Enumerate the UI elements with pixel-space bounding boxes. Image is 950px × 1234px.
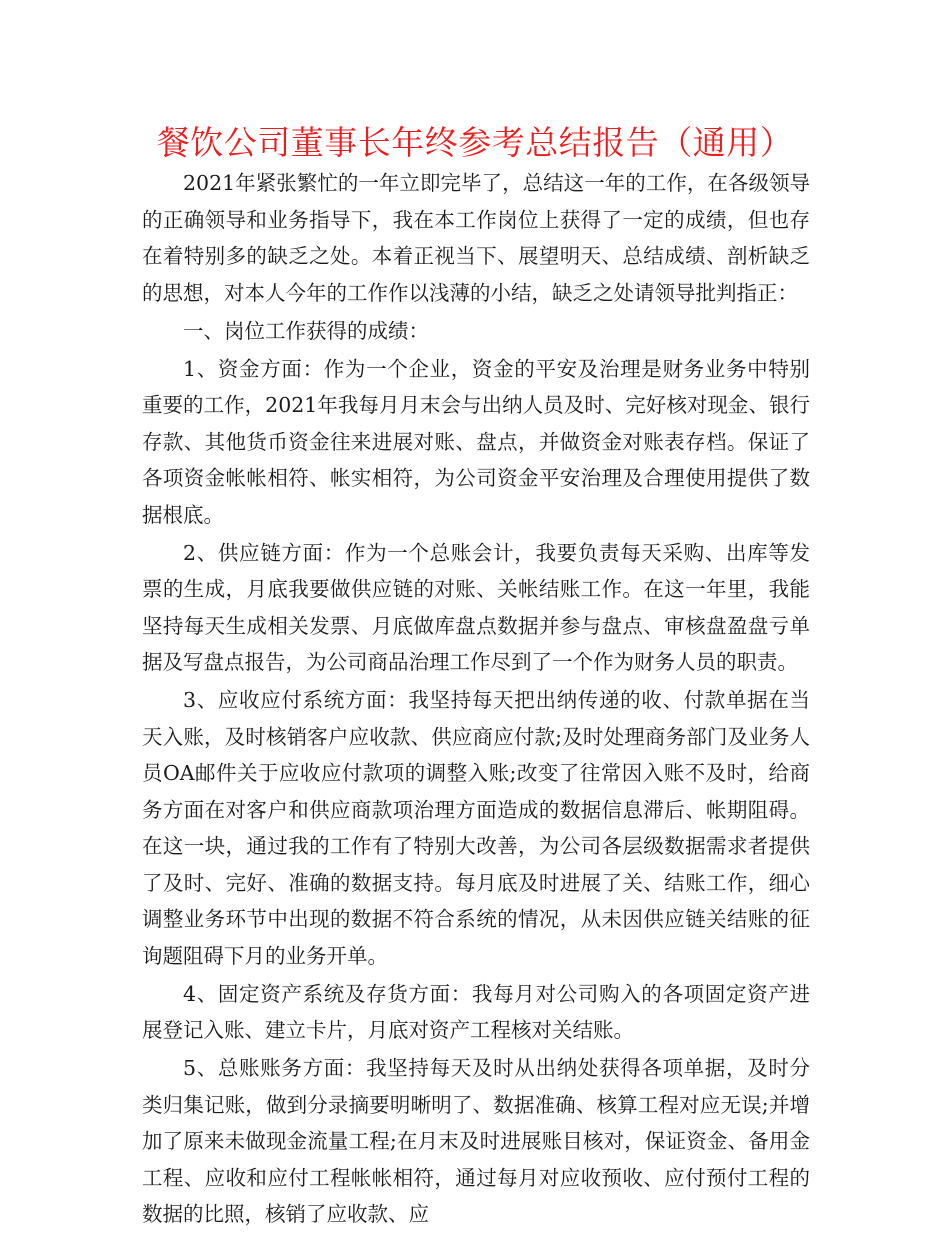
paragraph-funds: 1、资金方面：作为一个企业，资金的平安及治理是财务业务中特别重要的工作，2021年我每月月末会与出纳人员及时、完好核对现金、银行存款、其他货币资金往来进展对账、盘点，并做资金对账表存档。保证了各项资金帐帐相符、帐实相符，为公司资金平安治理及合理使用提供了数据根底。 <box>142 356 810 527</box>
paragraph-receivables-payables: 3、应收应付系统方面：我坚持每天把出纳传递的收、付款单据在当天入账，及时核销客户应收款、供应商应付款;及时处理商务部门及业务人员OA邮件关于应收应付款项的调整入账;改变了往常因入账不及时，给商务方面在对客户和供应商款项治理方面造成的数据信息滞后、帐期阻碍。在这一块，通过我的工作有了特别大改善，为公司各层级数据需求者提供了及时、完好、准确的数据支持。每月底及时进展了关、结账工作，细心调整业务环节中出现的数据不符合系统的情况，从未因供应链关结账的征询题阻碍下月的业务开单。 <box>142 688 810 968</box>
paragraph-fixed-assets: 4、固定资产系统及存货方面：我每月对公司购入的各项固定资产进展登记入账、建立卡片，月底对资产工程核对关结账。 <box>142 981 810 1042</box>
paragraph-general-ledger: 5、总账账务方面：我坚持每天及时从出纳处获得各项单据，及时分类归集记账，做到分录摘要明晰明了、数据准确、核算工程对应无误;并增加了原来未做现金流量工程;在月末及时进展账目核对，保证资金、备用金工程、应收和应付工程帐帐相符，通过每月对应收预收、应付预付工程的数据的比照，核销了应收款、应 <box>142 1056 810 1226</box>
paragraph-section-heading: 一、岗位工作获得的成绩： <box>183 318 429 343</box>
document-title: 餐饮公司董事长年终参考总结报告（通用） <box>156 123 794 162</box>
paragraph-supply-chain: 2、供应链方面：作为一个总账会计，我要负责每天采购、出库等发票的生成，月底我要做供应链的对账、关帐结账工作。在这一年里，我能坚持每天生成相关发票、月底做库盘点数据并参与盘点、审核盘盈盘亏单据及写盘点报告，为公司商品治理工作尽到了一个作为财务人员的职责。 <box>142 540 810 674</box>
paragraph-intro: 2021年紧张繁忙的一年立即完毕了，总结这一年的工作，在各级领导的正确领导和业务指导下，我在本工作岗位上获得了一定的成绩，但也存在着特别多的缺乏之处。本着正视当下、展望明天、总结成绩、剖析缺乏的思想，对本人今年的工作作以浅薄的小结，缺乏之处请领导批判指正： <box>142 171 810 305</box>
document-body <box>142 165 810 1234</box>
